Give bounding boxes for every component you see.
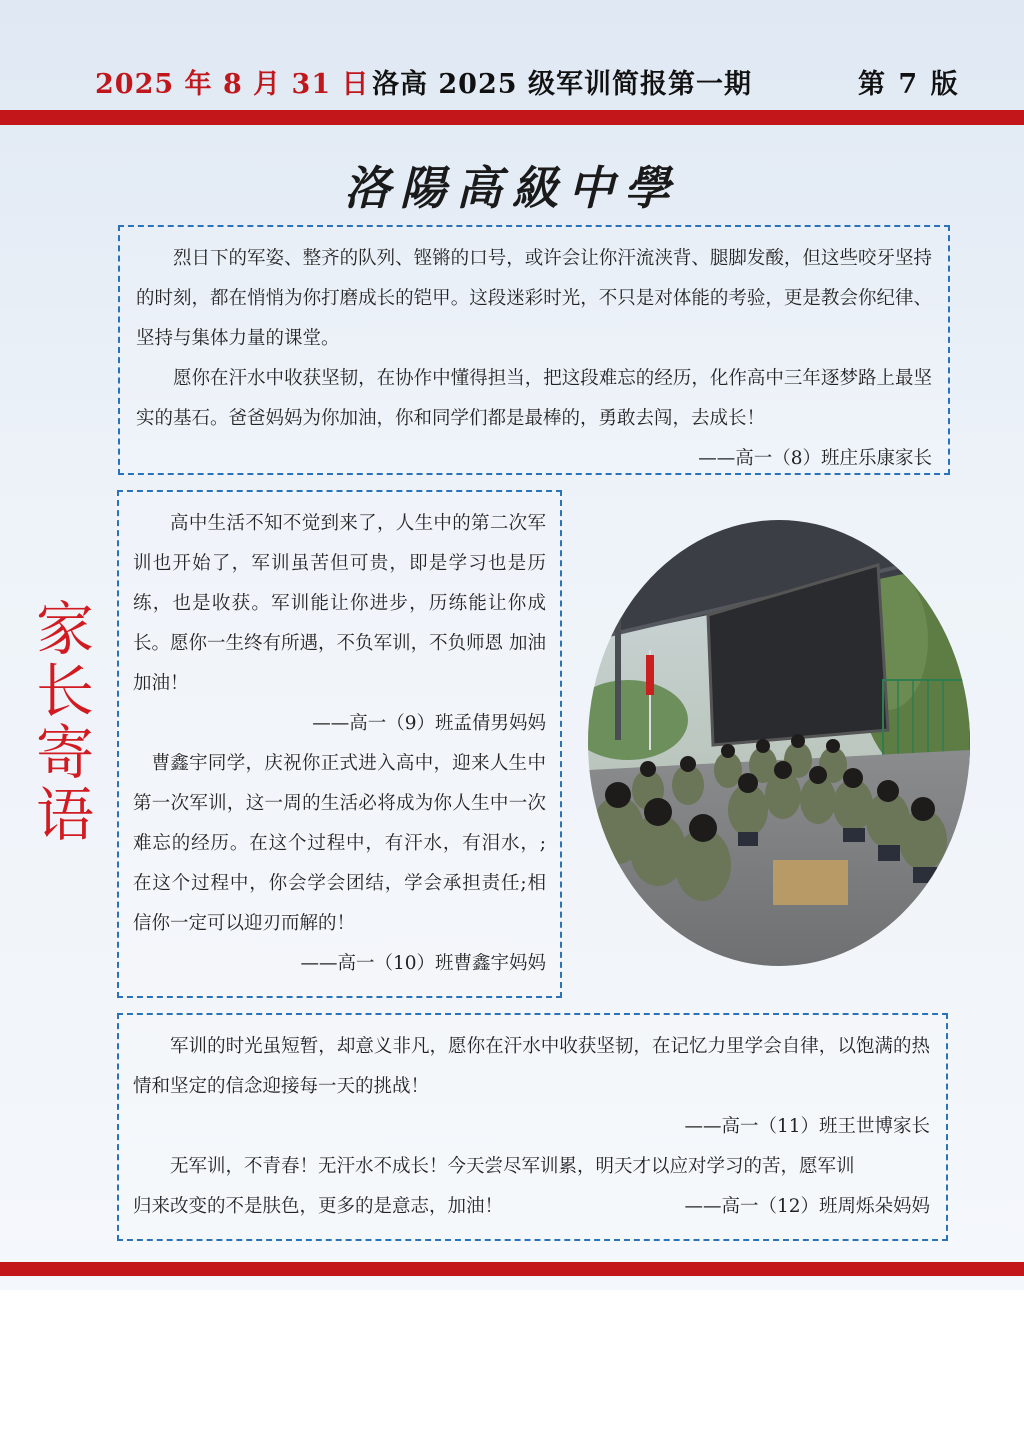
message-paragraph-end: 归来改变的不是肤色，更多的是意志，加油！ [133, 1196, 504, 1217]
issue-title: 洛高 2025 级军训简报第一期 [372, 69, 752, 100]
message-signature: ——高一（11）班王世博家长 [684, 1116, 930, 1137]
students-training-photo [588, 520, 970, 966]
footer-divider [0, 1262, 1024, 1276]
message-signature: ——高一（12）班周烁朵妈妈 [684, 1196, 930, 1217]
header-divider [0, 110, 1024, 125]
message-paragraph: 军训的时光虽短暂，却意义非凡，愿你在汗水中收获坚韧，在记忆力里学会自律，以饱满的热情和坚定的信念迎接每一天的挑战！ [133, 1036, 930, 1097]
message-last-line [133, 1187, 930, 1227]
message-signature: ——高一（9）班孟倩男妈妈 [312, 713, 546, 734]
message-signature: ——高一（8）班庄乐康家长 [698, 448, 932, 469]
newsletter-header [0, 58, 1024, 106]
message-box-3 [117, 1013, 948, 1241]
section-title-char: 家 [35, 595, 94, 663]
message-paragraph: 无军训，不青春！无汗水不成长！今天尝尽军训累，明天才以应对学习的苦，愿军训 [170, 1156, 855, 1177]
message-paragraph: 曹鑫宇同学，庆祝你正式进入高中，迎来人生中第一次军训，这一周的生活必将成为你人生中一次难忘的经历。在这个过程中，有汗水，有泪水，;在这个过程中，你会学会团结，学会承担责任;相信你一定可以迎刃而解的！ [133, 753, 546, 934]
message-box-1 [118, 225, 950, 475]
section-title [30, 595, 100, 849]
edition-number: 第 7 版 [858, 69, 960, 100]
section-title-char: 语 [35, 781, 94, 849]
message-signature: ——高一（10）班曹鑫宇妈妈 [300, 953, 546, 974]
section-title-char: 长 [35, 657, 94, 725]
message-paragraph: 高中生活不知不觉到来了，人生中的第二次军训也开始了，军训虽苦但可贵，即是学习也是历练，也是收获。军训能让你进步，历练能让你成长。愿你一生终有所遇，不负军训，不负师恩 加油 加油！ [133, 513, 546, 694]
school-name-calligraphy: 洛陽高級中學 [344, 161, 680, 215]
issue-date: 2025 年 8 月 31 日 [95, 69, 370, 100]
message-box-2 [117, 490, 562, 998]
section-title-char: 寄 [35, 719, 94, 787]
message-paragraph: 烈日下的军姿、整齐的队列、铿锵的口号，或许会让你汗流浃背、腿脚发酸，但这些咬牙坚持的时刻，都在悄悄为你打磨成长的铠甲。这段迷彩时光，不只是对体能的考验，更是教会你纪律、坚持与集体力量的课堂。 [136, 248, 932, 349]
message-paragraph: 愿你在汗水中收获坚韧，在协作中懂得担当，把这段难忘的经历，化作高中三年逐梦路上最坚实的基石。爸爸妈妈为你加油，你和同学们都是最棒的，勇敢去闯，去成长！ [136, 368, 932, 429]
